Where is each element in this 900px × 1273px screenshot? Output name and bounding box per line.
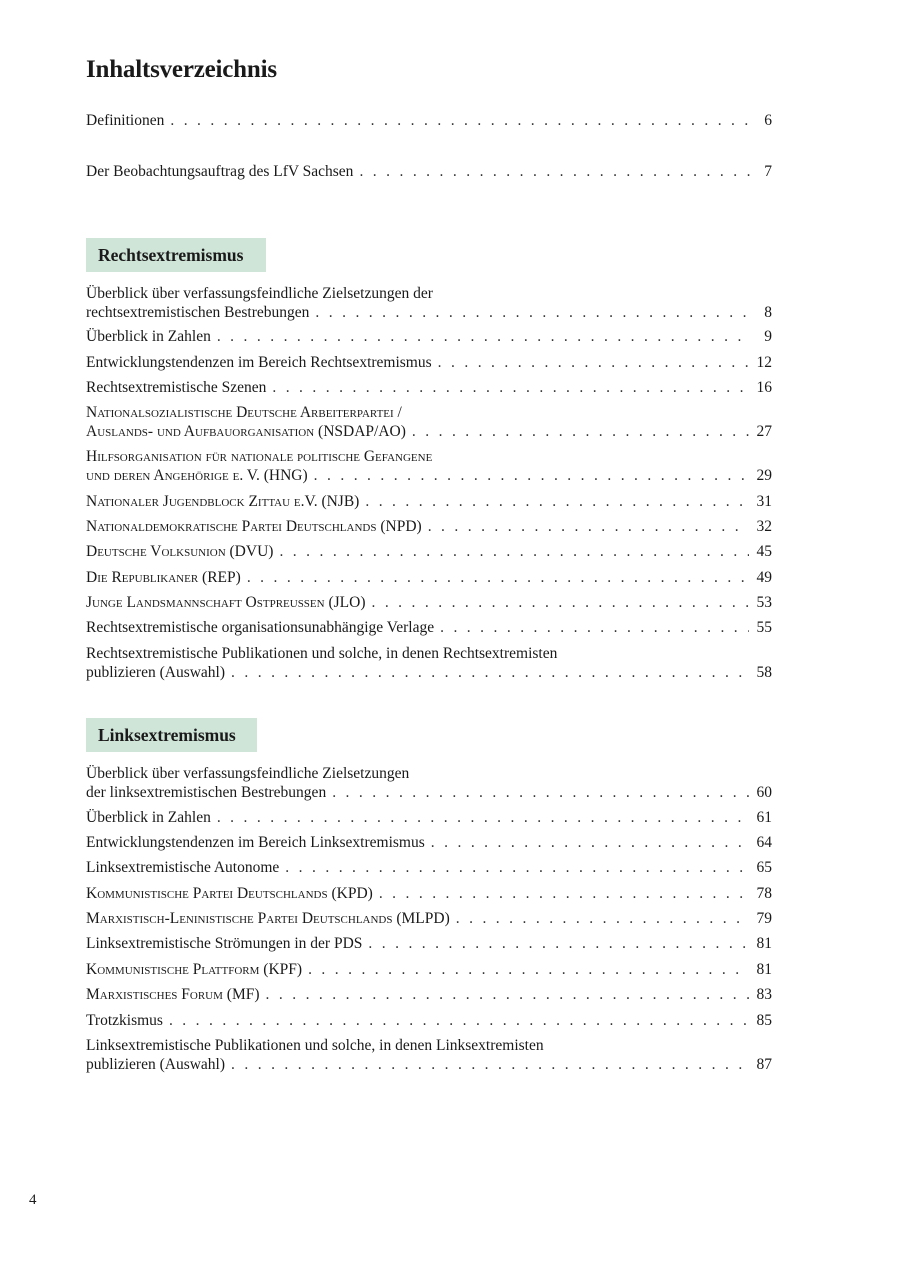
- section-heading-linksextremismus: Linksextremismus: [86, 718, 257, 752]
- dot-leader: [170, 111, 750, 130]
- dot-leader: [231, 663, 748, 682]
- toc-entry-text: Rechtsextremistische Szenen: [86, 379, 267, 396]
- toc-entry[interactable]: [86, 1011, 772, 1030]
- toc-entry[interactable]: [86, 934, 772, 953]
- toc-page-number: 7: [764, 163, 772, 180]
- toc-entry-text: publizieren (Auswahl): [86, 1056, 226, 1073]
- toc-entry-text: Marxistisches Forum (MF): [86, 986, 260, 1003]
- toc-page-number: 58: [756, 664, 772, 681]
- toc-entry-definitionen[interactable]: [86, 111, 772, 130]
- dot-leader: [247, 568, 749, 587]
- dot-leader: [272, 378, 748, 397]
- toc-page-number: 81: [756, 961, 772, 978]
- toc-page-number: 8: [764, 304, 772, 321]
- dot-leader: [456, 909, 749, 928]
- dot-leader: [332, 783, 748, 802]
- dot-leader: [431, 833, 749, 852]
- toc-page-number: 49: [756, 569, 772, 586]
- toc-entry-line1: Überblick über verfassungsfeindliche Zielsetzungen: [86, 765, 410, 782]
- toc-entry[interactable]: [86, 1036, 772, 1074]
- toc-page-number: 45: [756, 543, 772, 560]
- toc-entry[interactable]: [86, 517, 772, 536]
- toc-page-number: 53: [756, 594, 772, 611]
- toc-entry-text: Rechtsextremistische organisationsunabhängige Verlage: [86, 619, 435, 636]
- dot-leader: [428, 517, 749, 536]
- dot-leader: [217, 327, 750, 346]
- toc-page-number: 6: [764, 112, 772, 129]
- toc-page-number: 16: [756, 379, 772, 396]
- toc-entry[interactable]: [86, 833, 772, 852]
- toc-entry[interactable]: [86, 909, 772, 928]
- toc-entry[interactable]: [86, 378, 772, 397]
- toc-entry-text: rechtsextremistischen Bestrebungen: [86, 304, 310, 321]
- toc-entry-text: Nationaldemokratische Partei Deutschlands (NPD): [86, 518, 422, 535]
- toc-entry-text: Deutsche Volksunion (DVU): [86, 543, 274, 560]
- toc-page-number: 65: [756, 859, 772, 876]
- dot-leader: [217, 808, 749, 827]
- dot-leader: [314, 466, 749, 485]
- toc-entry[interactable]: [86, 447, 772, 485]
- toc-entry-line1: Nationalsozialistische Deutsche Arbeiterpartei /: [86, 404, 402, 421]
- toc-entry[interactable]: [86, 960, 772, 979]
- toc-entry-text: Der Beobachtungsauftrag des LfV Sachsen: [86, 163, 354, 180]
- section-heading-rechtsextremismus: Rechtsextremismus: [86, 238, 266, 272]
- toc-entry[interactable]: [86, 327, 772, 346]
- toc-entry-line1: Rechtsextremistische Publikationen und solche, in denen Rechtsextremisten: [86, 645, 558, 662]
- toc-entry[interactable]: [86, 353, 772, 372]
- toc-page-number: 78: [756, 885, 772, 902]
- toc-entry[interactable]: [86, 808, 772, 827]
- toc-entry-text: Definitionen: [86, 112, 165, 129]
- dot-leader: [412, 422, 749, 441]
- toc-entry-text: Nationaler Jugendblock Zittau e.V. (NJB): [86, 493, 360, 510]
- toc-entry[interactable]: [86, 284, 772, 322]
- toc-entry[interactable]: [86, 542, 772, 561]
- dot-leader: [371, 593, 748, 612]
- dot-leader: [169, 1011, 749, 1030]
- toc-entry-text: Entwicklungstendenzen im Bereich Rechtsextremismus: [86, 354, 432, 371]
- toc-entry-text: Entwicklungstendenzen im Bereich Linksextremismus: [86, 834, 425, 851]
- toc-entry-text: und deren Angehörige e. V. (HNG): [86, 467, 308, 484]
- toc-entry[interactable]: [86, 985, 772, 1004]
- toc-entry[interactable]: [86, 884, 772, 903]
- toc-entry-text: Auslands- und Aufbauorganisation (NSDAP/AO): [86, 423, 406, 440]
- dot-leader: [379, 884, 749, 903]
- toc-entry[interactable]: [86, 618, 772, 637]
- toc-page-number: 12: [756, 354, 772, 371]
- toc-entry[interactable]: [86, 764, 772, 802]
- toc-page-number: 31: [756, 493, 772, 510]
- toc-page-number: 79: [756, 910, 772, 927]
- dot-leader: [266, 985, 749, 1004]
- toc-entry-text: Kommunistische Partei Deutschlands (KPD): [86, 885, 373, 902]
- toc-entry-text: publizieren (Auswahl): [86, 664, 226, 681]
- page-title: Inhaltsverzeichnis: [86, 56, 277, 83]
- toc-entry-text: Überblick in Zahlen: [86, 809, 211, 826]
- toc-entry-line1: Hilfsorganisation für nationale politische Gefangene: [86, 448, 433, 465]
- toc-entry-line1: Überblick über verfassungsfeindliche Zielsetzungen der: [86, 285, 433, 302]
- dot-leader: [279, 542, 748, 561]
- toc-page-number: 27: [756, 423, 772, 440]
- toc-entry-beobachtungsauftrag[interactable]: [86, 162, 772, 181]
- toc-page-number: 60: [756, 784, 772, 801]
- toc-entry-text: Trotzkismus: [86, 1012, 163, 1029]
- toc-page-number: 9: [764, 328, 772, 345]
- dot-leader: [231, 1055, 748, 1074]
- toc-page-number: 83: [756, 986, 772, 1003]
- toc-entry-text: Linksextremistische Strömungen in der PDS: [86, 935, 363, 952]
- dot-leader: [365, 492, 748, 511]
- toc-entry[interactable]: [86, 593, 772, 612]
- toc-entry[interactable]: [86, 568, 772, 587]
- toc-entry-text: Überblick in Zahlen: [86, 328, 211, 345]
- toc-page-number: 55: [756, 619, 772, 636]
- toc-page-number: 87: [756, 1056, 772, 1073]
- dot-leader: [285, 858, 748, 877]
- toc-page-number: 85: [756, 1012, 772, 1029]
- toc-entry-line1: Linksextremistische Publikationen und solche, in denen Linksextremisten: [86, 1037, 544, 1054]
- toc-page-number: 81: [756, 935, 772, 952]
- toc-entry-text: Linksextremistische Autonome: [86, 859, 280, 876]
- toc-page-number: 64: [756, 834, 772, 851]
- toc-entry-text: Marxistisch-Leninistische Partei Deutschlands (MLPD): [86, 910, 450, 927]
- toc-entry[interactable]: [86, 644, 772, 682]
- dot-leader: [359, 162, 750, 181]
- toc-entry-text: Kommunistische Plattform (KPF): [86, 961, 303, 978]
- toc-page-number: 61: [756, 809, 772, 826]
- toc-entry[interactable]: [86, 858, 772, 877]
- toc-entry[interactable]: [86, 403, 772, 441]
- page-number: 4: [29, 1192, 37, 1208]
- toc-page-number: 29: [756, 467, 772, 484]
- toc-entry-text: Junge Landsmannschaft Ostpreussen (JLO): [86, 594, 366, 611]
- dot-leader: [440, 618, 748, 637]
- toc-page-number: 32: [756, 518, 772, 535]
- dot-leader: [438, 353, 749, 372]
- dot-leader: [308, 960, 748, 979]
- toc-entry[interactable]: [86, 492, 772, 511]
- toc-entry-text: Die Republikaner (REP): [86, 569, 241, 586]
- dot-leader: [315, 303, 750, 322]
- toc-entry-text: der linksextremistischen Bestrebungen: [86, 784, 327, 801]
- dot-leader: [368, 934, 748, 953]
